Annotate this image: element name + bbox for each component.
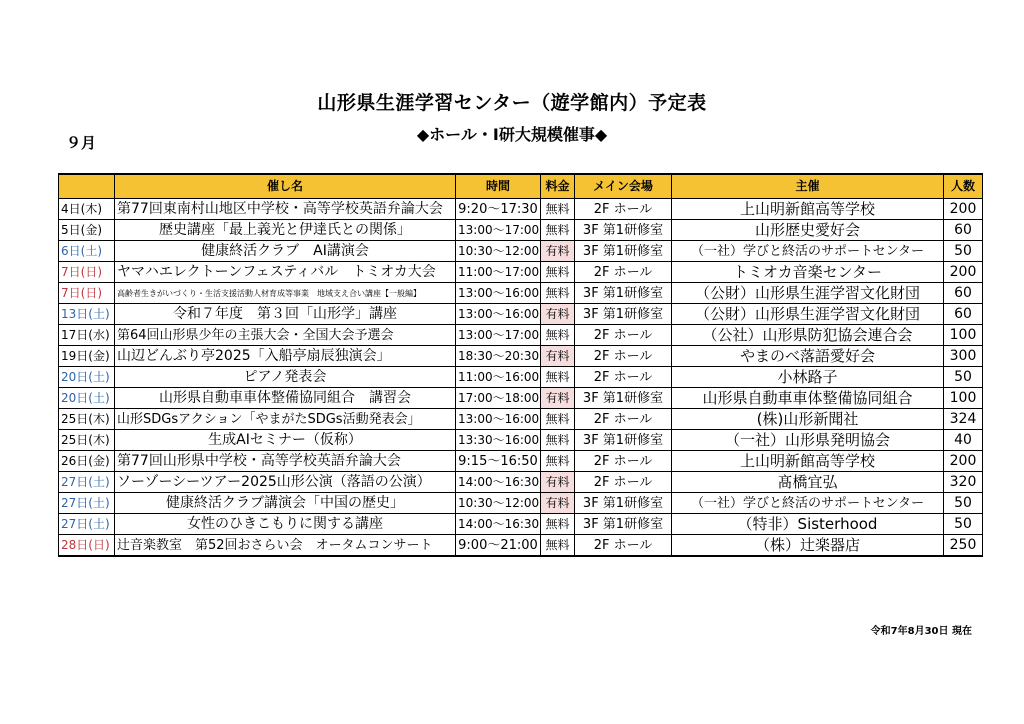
venue-cell: 3F 第1研修室: [575, 304, 672, 325]
date-cell: 28日(日): [59, 535, 115, 557]
event-name-cell: 辻音楽教室 第52回おさらい会 オータムコンサート: [115, 535, 456, 557]
table-row: [59, 409, 983, 430]
count-cell: 60: [944, 283, 983, 304]
count-cell: 50: [944, 367, 983, 388]
table-row: [59, 304, 983, 325]
count-cell: 100: [944, 325, 983, 346]
header-fee: 料金: [541, 174, 575, 199]
venue-cell: 3F 第1研修室: [575, 241, 672, 262]
fee-cell: 無料: [541, 220, 575, 241]
event-name-cell: 山形県自動車車体整備協同組合 講習会: [115, 388, 456, 409]
event-name-cell: 歴史講座「最上義光と伊達氏との関係」: [115, 220, 456, 241]
time-cell: 9:00〜21:00: [456, 535, 541, 557]
fee-cell: 無料: [541, 535, 575, 557]
header-time: 時間: [456, 174, 541, 199]
fee-cell: 無料: [541, 514, 575, 535]
time-cell: 18:30〜20:30: [456, 346, 541, 367]
time-cell: 10:30〜12:00: [456, 493, 541, 514]
time-cell: 11:00〜16:00: [456, 367, 541, 388]
table-row: [59, 388, 983, 409]
table-row: [59, 346, 983, 367]
organizer-cell: （公財）山形県生涯学習文化財団: [672, 283, 944, 304]
time-cell: 13:00〜16:00: [456, 409, 541, 430]
as-of-date: 令和7年8月30日 現在: [870, 626, 972, 637]
event-name-cell: 第77回山形県中学校・高等学校英語弁論大会: [115, 451, 456, 472]
time-cell: 11:00〜17:00: [456, 262, 541, 283]
venue-cell: 2F ホール: [575, 262, 672, 283]
event-name-cell: 女性のひきこもりに関する講座: [115, 514, 456, 535]
table-row: [59, 535, 983, 557]
venue-cell: 3F 第1研修室: [575, 430, 672, 451]
page-title: 山形県生涯学習センター（遊学館内）予定表: [317, 92, 707, 114]
table-row: [59, 199, 983, 220]
venue-cell: 2F ホール: [575, 346, 672, 367]
date-cell: 20日(土): [59, 367, 115, 388]
organizer-cell: （特非）Sisterhood: [672, 514, 944, 535]
event-name-cell: 高齢者生きがいづくり・生活支援活動人材育成等事業 地域支え合い講座【一般編】: [115, 283, 456, 304]
venue-cell: 2F ホール: [575, 325, 672, 346]
fee-cell: 無料: [541, 199, 575, 220]
organizer-cell: 髙橋宜弘: [672, 472, 944, 493]
event-name-cell: ピアノ発表会: [115, 367, 456, 388]
organizer-cell: （一社）山形県発明協会: [672, 430, 944, 451]
count-cell: 50: [944, 493, 983, 514]
event-name-cell: 令和７年度 第３回「山形学」講座: [115, 304, 456, 325]
event-name-cell: 健康終活クラブ AI講演会: [115, 241, 456, 262]
fee-cell: 有料: [541, 493, 575, 514]
date-cell: 27日(土): [59, 493, 115, 514]
fee-cell: 無料: [541, 409, 575, 430]
time-cell: 9:20〜17:30: [456, 199, 541, 220]
fee-cell: 無料: [541, 262, 575, 283]
date-cell: 13日(土): [59, 304, 115, 325]
organizer-cell: 小林路子: [672, 367, 944, 388]
venue-cell: 3F 第1研修室: [575, 220, 672, 241]
header-date: [59, 174, 115, 199]
fee-cell: 無料: [541, 283, 575, 304]
header-organizer: 主催: [672, 174, 944, 199]
time-cell: 14:00〜16:30: [456, 514, 541, 535]
event-name-cell: 山辺どんぶり亭2025「入船亭扇辰独演会」: [115, 346, 456, 367]
count-cell: 250: [944, 535, 983, 557]
table-row: [59, 451, 983, 472]
date-cell: 17日(水): [59, 325, 115, 346]
count-cell: 324: [944, 409, 983, 430]
venue-cell: 3F 第1研修室: [575, 514, 672, 535]
organizer-cell: （公社）山形県防犯協会連合会: [672, 325, 944, 346]
count-cell: 60: [944, 220, 983, 241]
venue-cell: 3F 第1研修室: [575, 493, 672, 514]
fee-cell: 有料: [541, 241, 575, 262]
date-cell: 20日(土): [59, 388, 115, 409]
organizer-cell: 山形歴史愛好会: [672, 220, 944, 241]
header-count: 人数: [944, 174, 983, 199]
venue-cell: 2F ホール: [575, 409, 672, 430]
fee-cell: 無料: [541, 430, 575, 451]
organizer-cell: （株）辻楽器店: [672, 535, 944, 557]
organizer-cell: 上山明新館高等学校: [672, 199, 944, 220]
table-row: [59, 472, 983, 493]
organizer-cell: やまのべ落語愛好会: [672, 346, 944, 367]
date-cell: 4日(木): [59, 199, 115, 220]
venue-cell: 3F 第1研修室: [575, 388, 672, 409]
header-event-name: 催し名: [115, 174, 456, 199]
time-cell: 10:30〜12:00: [456, 241, 541, 262]
fee-cell: 有料: [541, 304, 575, 325]
venue-cell: 2F ホール: [575, 451, 672, 472]
table-row: [59, 241, 983, 262]
date-cell: 27日(土): [59, 514, 115, 535]
count-cell: 200: [944, 262, 983, 283]
venue-cell: 2F ホール: [575, 535, 672, 557]
venue-cell: 2F ホール: [575, 199, 672, 220]
count-cell: 60: [944, 304, 983, 325]
event-name-cell: 山形SDGsアクション「やまがたSDGs活動発表会」: [115, 409, 456, 430]
table-row: [59, 283, 983, 304]
count-cell: 300: [944, 346, 983, 367]
table-row: [59, 430, 983, 451]
page-subtitle: ◆ホール・I研大規模催事◆: [416, 125, 608, 144]
date-cell: 6日(土): [59, 241, 115, 262]
date-cell: 19日(金): [59, 346, 115, 367]
count-cell: 40: [944, 430, 983, 451]
fee-cell: 有料: [541, 346, 575, 367]
venue-cell: 3F 第1研修室: [575, 283, 672, 304]
organizer-cell: 上山明新館高等学校: [672, 451, 944, 472]
venue-cell: 2F ホール: [575, 367, 672, 388]
table-row: [59, 220, 983, 241]
fee-cell: 無料: [541, 451, 575, 472]
organizer-cell: （一社）学びと終活のサポートセンター: [672, 241, 944, 262]
event-name-cell: 第64回山形県少年の主張大会・全国大会予選会: [115, 325, 456, 346]
organizer-cell: (株)山形新聞社: [672, 409, 944, 430]
organizer-cell: （公財）山形県生涯学習文化財団: [672, 304, 944, 325]
table-row: [59, 367, 983, 388]
fee-cell: 無料: [541, 367, 575, 388]
date-cell: 27日(土): [59, 472, 115, 493]
time-cell: 13:30〜16:00: [456, 430, 541, 451]
time-cell: 13:00〜17:00: [456, 325, 541, 346]
count-cell: 100: [944, 388, 983, 409]
table-row: [59, 493, 983, 514]
schedule-table: [58, 173, 983, 557]
organizer-cell: （一社）学びと終活のサポートセンター: [672, 493, 944, 514]
time-cell: 13:00〜16:00: [456, 283, 541, 304]
count-cell: 50: [944, 514, 983, 535]
time-cell: 9:15〜16:50: [456, 451, 541, 472]
fee-cell: 有料: [541, 472, 575, 493]
table-row: [59, 325, 983, 346]
time-cell: 17:00〜18:00: [456, 388, 541, 409]
count-cell: 50: [944, 241, 983, 262]
venue-cell: 2F ホール: [575, 472, 672, 493]
date-cell: 7日(日): [59, 262, 115, 283]
date-cell: 25日(木): [59, 409, 115, 430]
fee-cell: 有料: [541, 388, 575, 409]
count-cell: 320: [944, 472, 983, 493]
event-name-cell: 第77回東南村山地区中学校・高等学校英語弁論大会: [115, 199, 456, 220]
header-venue: メイン会場: [575, 174, 672, 199]
date-cell: 7日(日): [59, 283, 115, 304]
organizer-cell: トミオカ音楽センター: [672, 262, 944, 283]
count-cell: 200: [944, 451, 983, 472]
event-name-cell: ソーゾーシーツアー2025山形公演（落語の公演）: [115, 472, 456, 493]
event-name-cell: 生成AIセミナー（仮称）: [115, 430, 456, 451]
organizer-cell: 山形県自動車車体整備協同組合: [672, 388, 944, 409]
table-header-row: [59, 174, 983, 199]
time-cell: 13:00〜17:00: [456, 220, 541, 241]
table-row: [59, 262, 983, 283]
time-cell: 14:00〜16:30: [456, 472, 541, 493]
fee-cell: 無料: [541, 325, 575, 346]
month-label: ９月: [66, 134, 97, 152]
date-cell: 25日(木): [59, 430, 115, 451]
date-cell: 5日(金): [59, 220, 115, 241]
date-cell: 26日(金): [59, 451, 115, 472]
table-row: [59, 514, 983, 535]
event-name-cell: ヤマハエレクトーンフェスティバル トミオカ大会: [115, 262, 456, 283]
event-name-cell: 健康終活クラブ講演会「中国の歴史」: [115, 493, 456, 514]
time-cell: 13:00〜16:00: [456, 304, 541, 325]
count-cell: 200: [944, 199, 983, 220]
